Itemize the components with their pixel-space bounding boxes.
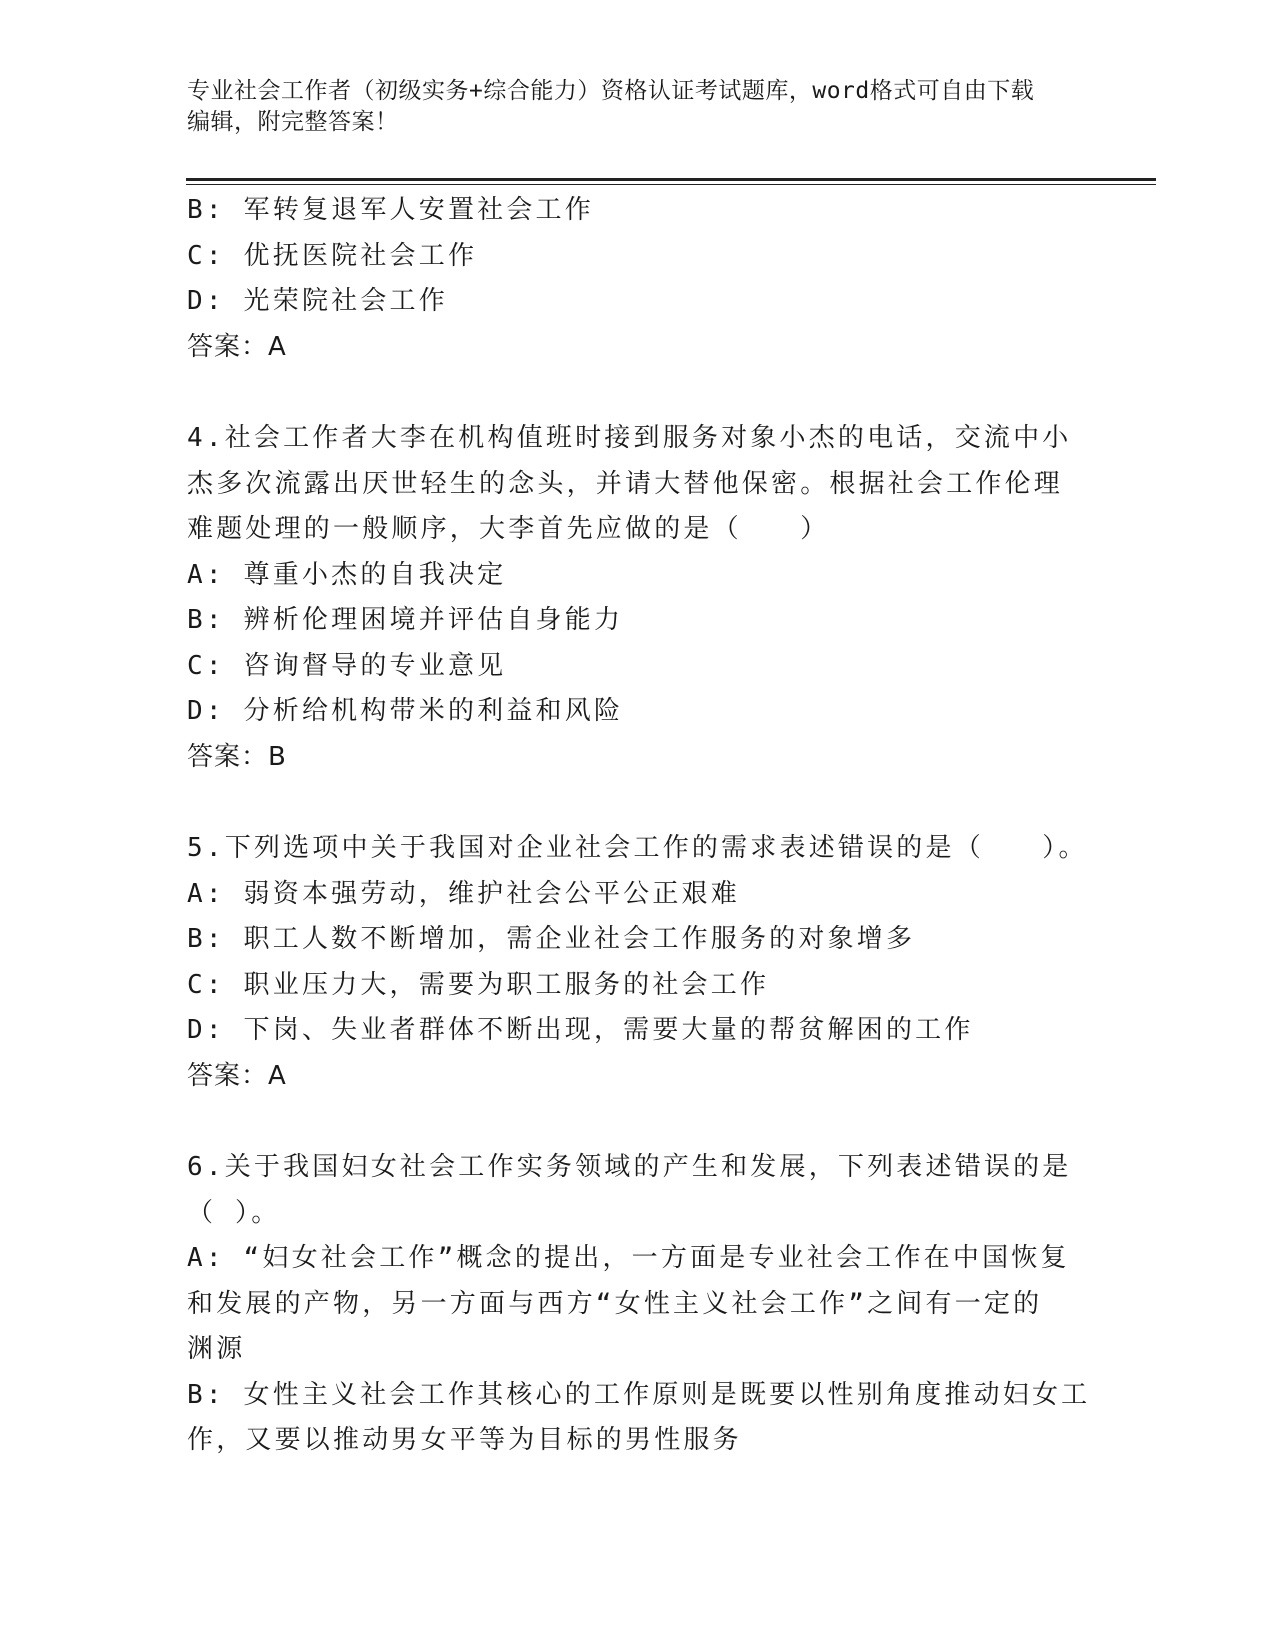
header-line-2: 编辑，附完整答案！ — [187, 109, 399, 135]
option-d: D: 下岗、失业者群体不断出现，需要大量的帮贫解困的工作 — [187, 1015, 974, 1045]
question-stem-line: 难题处理的一般顺序，大李首先应做的是（ ） — [187, 514, 830, 544]
header-divider-thick — [186, 178, 1156, 181]
question-6 — [187, 1145, 1091, 1464]
header-line-1: 专业社会工作者（初级实务+综合能力）资格认证考试题库，word格式可自由下载 — [187, 78, 1035, 104]
question-stem-line: 4.社会工作者大李在机构值班时接到服务对象小杰的电话，交流中小 — [187, 423, 1072, 453]
answer-line: 答案：A — [187, 331, 287, 362]
question-4 — [187, 416, 1087, 780]
spacer — [187, 780, 1087, 826]
option-c: C: 职业压力大，需要为职工服务的社会工作 — [187, 969, 770, 1000]
option-a-line: A: “妇女社会工作”概念的提出，一方面是专业社会工作在中国恢复 — [187, 1243, 1070, 1273]
page-header — [187, 76, 1087, 138]
option-a: A: 尊重小杰的自我决定 — [187, 559, 507, 590]
answer-line: 答案：B — [187, 741, 287, 772]
answer-line: 答案：A — [187, 1060, 287, 1091]
question-stem-line: 6.关于我国妇女社会工作实务领域的产生和发展，下列表述错误的是 — [187, 1152, 1072, 1182]
option-c: C: 咨询督导的专业意见 — [187, 650, 507, 681]
spacer — [187, 1099, 1087, 1145]
question-content — [187, 188, 1091, 1464]
question-3 — [187, 188, 1087, 370]
option-b-line: 作，又要以推动男女平等为目标的男性服务 — [187, 1425, 742, 1455]
question-5 — [187, 826, 1087, 1099]
question-stem-line: 杰多次流露出厌世轻生的念头，并请大替他保密。根据社会工作伦理 — [187, 468, 1064, 499]
option-a-line: 渊源 — [187, 1334, 246, 1364]
option-b: B: 军转复退军人安置社会工作 — [187, 195, 594, 225]
question-stem-line: 5.下列选项中关于我国对企业社会工作的需求表述错误的是（ ）。 — [187, 833, 1088, 863]
option-d: D: 分析给机构带米的利益和风险 — [187, 696, 624, 726]
option-d: D: 光荣院社会工作 — [187, 286, 448, 316]
option-b: B: 职工人数不断增加，需企业社会工作服务的对象增多 — [187, 924, 916, 954]
option-b: B: 辨析伦理困境并评估自身能力 — [187, 605, 624, 635]
header-divider-thin — [186, 184, 1156, 185]
spacer — [187, 370, 1087, 416]
option-b-line: B: 女性主义社会工作其核心的工作原则是既要以性别角度推动妇女工 — [187, 1379, 1091, 1410]
option-a: A: 弱资本强劳动，维护社会公平公正艰难 — [187, 878, 740, 909]
option-a-line: 和发展的产物，另一方面与西方“女性主义社会工作”之间有一定的 — [187, 1288, 1043, 1319]
question-stem-line: （ ）。 — [187, 1197, 281, 1228]
option-c: C: 优抚医院社会工作 — [187, 240, 478, 271]
